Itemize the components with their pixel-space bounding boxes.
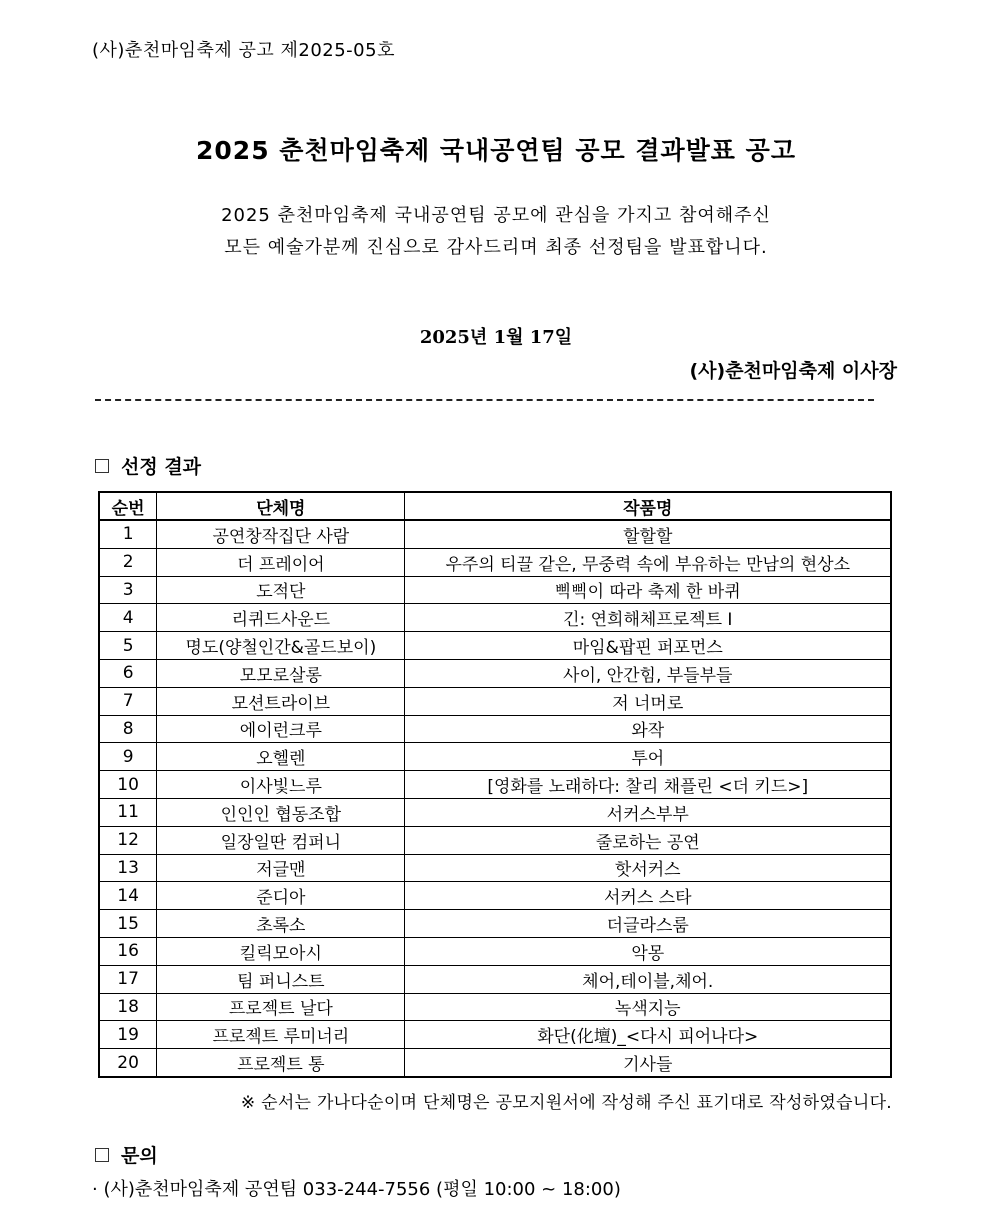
cell-team-name: 오헬렌 — [157, 743, 405, 771]
table-row — [99, 771, 891, 799]
cell-work-title: 줄로하는 공연 — [405, 826, 891, 854]
table-row — [99, 854, 891, 882]
cell-work-title: 서커스부부 — [405, 798, 891, 826]
cell-work-title: 악몽 — [405, 937, 891, 965]
cell-team-name: 리퀴드사운드 — [157, 604, 405, 632]
cell-team-name: 도적단 — [157, 576, 405, 604]
table-header-row — [99, 492, 891, 520]
table-row — [99, 604, 891, 632]
cell-team-name: 공연창작집단 사람 — [157, 520, 405, 548]
table-row — [99, 659, 891, 687]
cell-work-title: 서커스 스타 — [405, 882, 891, 910]
cell-number: 17 — [99, 965, 157, 993]
section-heading-contact-label: 문의 — [121, 1145, 158, 1167]
cell-work-title: 더글라스룸 — [405, 910, 891, 938]
cell-work-title: 체어,테이블,체어. — [405, 965, 891, 993]
cell-team-name: 인인인 협동조합 — [157, 798, 405, 826]
cell-team-name: 킬릭모아시 — [157, 937, 405, 965]
table-row — [99, 1049, 891, 1077]
cell-team-name: 더 프레이어 — [157, 548, 405, 576]
cell-number: 15 — [99, 910, 157, 938]
signer: (사)춘천마임축제 이사장 — [689, 360, 897, 382]
announcement-date: 2025년 1월 17일 — [419, 327, 573, 348]
cell-team-name: 초록소 — [157, 910, 405, 938]
contact-info: · (사)춘천마임축제 공연팀 033-244-7556 (평일 10:00 ~ 18:00) — [92, 1179, 621, 1200]
cell-work-title: 우주의 티끌 같은, 무중력 속에 부유하는 만남의 현상소 — [405, 548, 891, 576]
section-heading-contact — [95, 1141, 158, 1168]
cell-team-name: 프로젝트 통 — [157, 1049, 405, 1077]
table-row — [99, 632, 891, 660]
cell-work-title: 사이, 안간힘, 부들부들 — [405, 659, 891, 687]
dashed-divider — [95, 399, 874, 401]
cell-number: 6 — [99, 659, 157, 687]
table-row — [99, 715, 891, 743]
column-header-work: 작품명 — [405, 492, 891, 520]
cell-number: 11 — [99, 798, 157, 826]
table-row — [99, 576, 891, 604]
table-row — [99, 548, 891, 576]
cell-work-title: [영화를 노래하다: 찰리 채플린 <더 키드>] — [405, 771, 891, 799]
cell-team-name: 일장일딴 컴퍼니 — [157, 826, 405, 854]
cell-work-title: 와작 — [405, 715, 891, 743]
cell-team-name: 에이런크루 — [157, 715, 405, 743]
intro-line-1: 2025 춘천마임축제 국내공연팀 공모에 관심을 가지고 참여해주신 — [221, 205, 771, 226]
cell-number: 9 — [99, 743, 157, 771]
cell-number: 2 — [99, 548, 157, 576]
cell-work-title: 투어 — [405, 743, 891, 771]
table-row — [99, 993, 891, 1021]
cell-number: 10 — [99, 771, 157, 799]
checkbox-square-icon — [95, 1148, 109, 1162]
cell-number: 1 — [99, 520, 157, 548]
cell-number: 7 — [99, 687, 157, 715]
column-header-number: 순번 — [99, 492, 157, 520]
cell-team-name: 모모로살롱 — [157, 659, 405, 687]
checkbox-square-icon — [95, 459, 109, 473]
table-row — [99, 743, 891, 771]
cell-team-name: 명도(양철인간&골드보이) — [157, 632, 405, 660]
table-footnote: ※ 순서는 가나다순이며 단체명은 공모지원서에 작성해 주신 표기대로 작성하였습니다. — [240, 1093, 892, 1113]
notice-number: (사)춘천마임축제 공고 제2025-05호 — [92, 40, 395, 61]
cell-work-title: 삑삑이 따라 축제 한 바퀴 — [405, 576, 891, 604]
cell-number: 13 — [99, 854, 157, 882]
cell-work-title: 긴: 연희해체프로젝트 I — [405, 604, 891, 632]
table-row — [99, 910, 891, 938]
table-row — [99, 687, 891, 715]
section-heading-results — [95, 452, 201, 479]
cell-number: 18 — [99, 993, 157, 1021]
table-row — [99, 798, 891, 826]
table-row — [99, 965, 891, 993]
table-row — [99, 826, 891, 854]
cell-team-name: 모션트라이브 — [157, 687, 405, 715]
cell-work-title: 할할할 — [405, 520, 891, 548]
cell-number: 20 — [99, 1049, 157, 1077]
cell-work-title: 저 너머로 — [405, 687, 891, 715]
table-row — [99, 520, 891, 548]
cell-work-title: 화단(化壇)_<다시 피어나다> — [405, 1021, 891, 1049]
cell-number: 14 — [99, 882, 157, 910]
cell-work-title: 기사들 — [405, 1049, 891, 1077]
column-header-team: 단체명 — [157, 492, 405, 520]
intro-line-2: 모든 예술가분께 진심으로 감사드리며 최종 선정팀을 발표합니다. — [224, 237, 768, 258]
cell-work-title: 마임&팝핀 퍼포먼스 — [405, 632, 891, 660]
section-heading-results-label: 선정 결과 — [121, 456, 202, 478]
cell-work-title: 핫서커스 — [405, 854, 891, 882]
cell-team-name: 준디아 — [157, 882, 405, 910]
table-row — [99, 937, 891, 965]
cell-number: 19 — [99, 1021, 157, 1049]
table-row — [99, 1021, 891, 1049]
cell-number: 16 — [99, 937, 157, 965]
cell-number: 8 — [99, 715, 157, 743]
cell-number: 5 — [99, 632, 157, 660]
cell-number: 12 — [99, 826, 157, 854]
cell-team-name: 프로젝트 루미너리 — [157, 1021, 405, 1049]
cell-team-name: 팀 퍼니스트 — [157, 965, 405, 993]
cell-team-name: 저글맨 — [157, 854, 405, 882]
cell-number: 3 — [99, 576, 157, 604]
cell-team-name: 이사빛느루 — [157, 771, 405, 799]
results-table — [98, 491, 892, 1078]
cell-number: 4 — [99, 604, 157, 632]
cell-team-name: 프로젝트 날다 — [157, 993, 405, 1021]
cell-work-title: 녹색지능 — [405, 993, 891, 1021]
table-row — [99, 882, 891, 910]
page-title: 2025 춘천마임축제 국내공연팀 공모 결과발표 공고 — [196, 136, 796, 165]
